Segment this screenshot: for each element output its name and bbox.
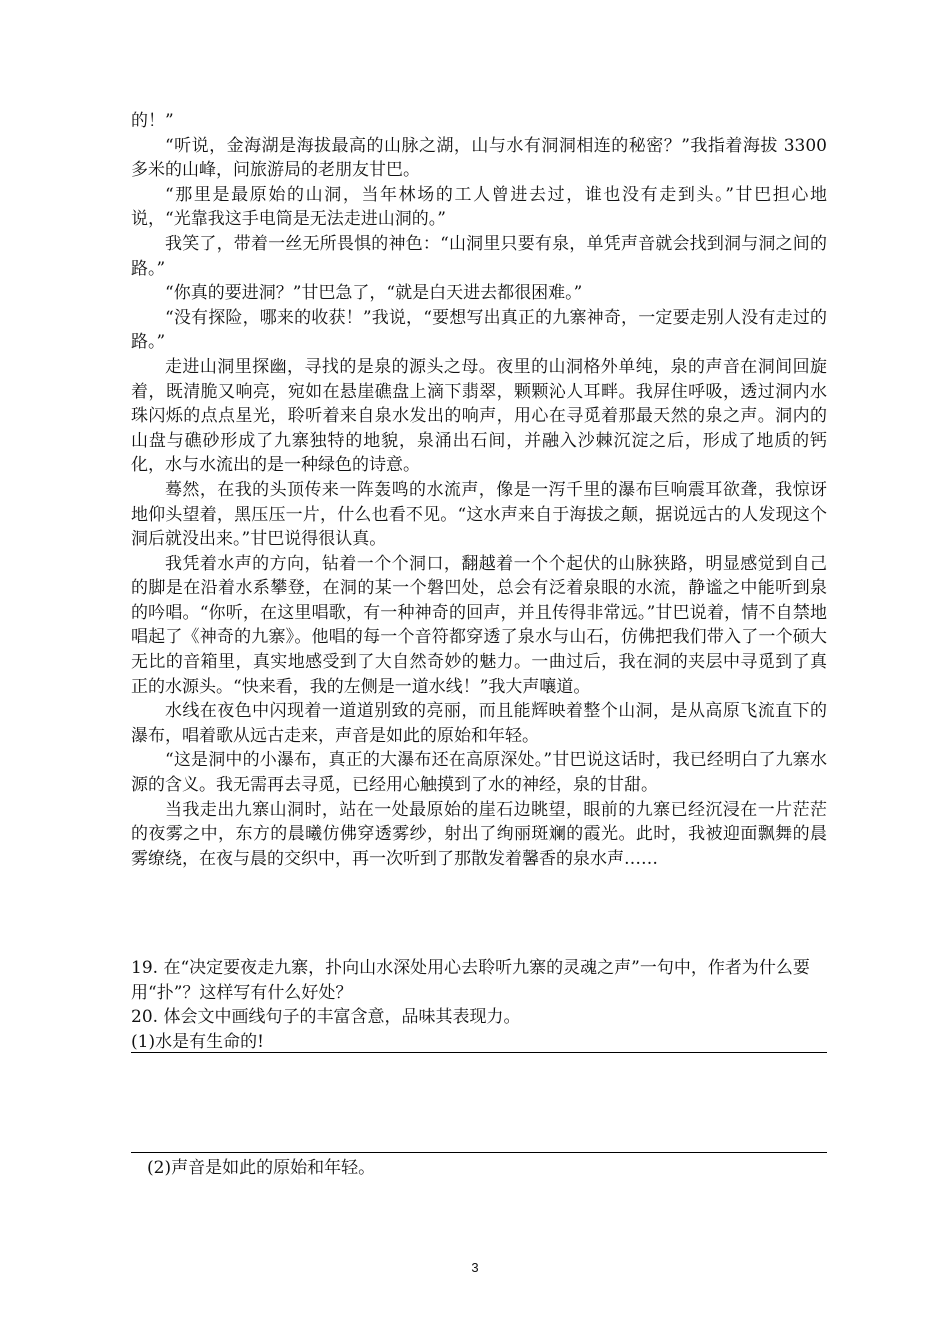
question-19: 19. 在“决定要夜走九寨，扑向山水深处用心去聆听九寨的灵魂之声”一句中，作者为什么要用“扑”？这样写有什么好处？ xyxy=(131,958,810,1003)
paragraph: 我笑了，带着一丝无所畏惧的神色：“山洞里只要有泉，单凭声音就会找到洞与洞之间的路。” xyxy=(131,233,827,279)
question-section xyxy=(131,956,827,1030)
sub-question-1: (1)水是有生命的! xyxy=(131,1032,264,1052)
paragraph: “没有探险，哪来的收获！”我说，“要想写出真正的九寨神奇，一定要走别人没有走过的路。” xyxy=(131,307,827,353)
page-number: 3 xyxy=(471,1260,479,1275)
paragraph: “你真的要进洞？”甘巴急了，“就是白天进去都很困难。” xyxy=(165,283,583,304)
article-body xyxy=(131,109,827,871)
paragraph: 水线在夜色中闪现着一道道别致的亮丽，而且能辉映着整个山洞，是从高原飞流直下的瀑布，唱着歌从远古走来，声音是如此的原始和年轻。 xyxy=(131,701,827,746)
paragraph: 当我走出九寨山洞时，站在一处最原始的崖石边眺望，眼前的九寨已经沉浸在一片茫茫的夜雾之中，东方的晨曦仿佛穿透雾纱，射出了绚丽斑斓的霞光。此时，我被迎面飘舞的晨雾缭绕，在夜与晨的交织中，再一次听到了那散发着馨香的泉水声…… xyxy=(131,799,827,869)
paragraph: 蓦然，在我的头顶传来一阵轰鸣的水流声，像是一泻千里的瀑布巨响震耳欲聋，我惊讶地仰头望着，黑压压一片，什么也看不见。“这水声来自于海拔之颠，据说远古的人发现这个洞后就没出来。”甘巴说得很认真。 xyxy=(131,479,827,550)
question-20: 20. 体会文中画线句子的丰富含意，品味其表现力。 xyxy=(131,1007,521,1028)
paragraph: 的！” xyxy=(131,111,174,131)
sub-question-2: (2)声音是如此的原始和年轻。 xyxy=(147,1158,376,1178)
paragraph: “那里是最原始的山洞，当年林场的工人曾进去过，谁也没有走到头。”甘巴担心地说，“光靠我这手电筒是无法走进山洞的。” xyxy=(131,184,827,230)
paragraph: 走进山洞里探幽，寻找的是泉的源头之母。夜里的山洞格外单纯，泉的声音在洞间回旋着，既清脆又响亮，宛如在悬崖礁盘上滴下翡翠，颗颗沁人耳畔。我屏住呼吸，透过洞内水珠闪烁的点点星光，聆听着来自泉水发出的响声，用心在寻觅着那最天然的泉之声。洞内的山盘与礁砂形成了九寨独特的地貌，泉涌出石间，并融入沙棘沉淀之后，形成了地质的钙化，水与水流出的是一种绿色的诗意。 xyxy=(131,356,827,476)
paragraph: 我凭着水声的方向，钻着一个个洞口，翻越着一个个起伏的山脉狭路，明显感觉到自己的脚是在沿着水系攀登，在洞的某一个磐凹处，总会有泛着泉眼的水流，静谧之中能听到泉的吟唱。“你听，在这里唱歌，有一种神奇的回声，并且传得非常远。”甘巴说着，情不自禁地唱起了《神奇的九寨》。他唱的每一个音符都穿透了泉水与山石，仿佛把我们带入了一个硕大无比的音箱里，真实地感受到了大自然奇妙的魅力。一曲过后，我在洞的夹层中寻觅到了真正的水源头。“快来看，我的左侧是一道水线！”我大声嚷道。 xyxy=(131,553,827,697)
paragraph: “听说，金海湖是海拔最高的山脉之湖，山与水有洞洞相连的秘密？”我指着海拔 3300 多米的山峰，问旅游局的老朋友甘巴。 xyxy=(131,135,827,181)
answer-line xyxy=(131,1152,827,1153)
answer-line xyxy=(131,1052,827,1053)
paragraph: “这是洞中的小瀑布，真正的大瀑布还在高原深处。”甘巴说这话时，我已经明白了九寨水源的含义。我无需再去寻觅，已经用心触摸到了水的神经，泉的甘甜。 xyxy=(131,750,827,796)
